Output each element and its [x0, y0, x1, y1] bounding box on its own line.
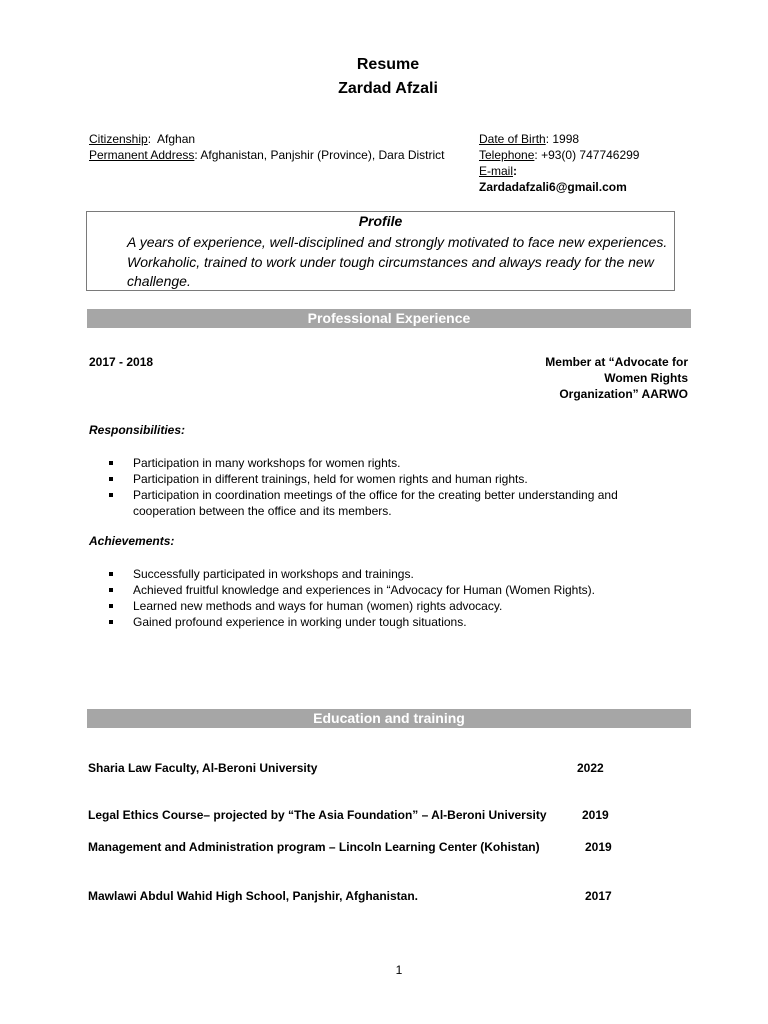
education-item-year: 2019	[585, 840, 612, 854]
education-section-header: Education and training	[87, 709, 691, 728]
education-item-year: 2019	[582, 808, 609, 822]
profile-box	[86, 211, 675, 291]
resume-title: Resume	[356, 56, 420, 73]
list-item: Participation in coordination meetings of the office for the creating better understanding and cooperation between the office and its members.	[88, 487, 648, 519]
profile-text: A years of experience, well-disciplined and strongly motivated to face new experiences. Workaholic, trained to work under tough circumstances and always ready for the new challenge.	[127, 234, 668, 289]
citizenship-label: Citizenship	[89, 132, 148, 146]
list-item: Participation in different trainings, held for women rights and human rights.	[88, 471, 648, 487]
experience-section-header: Professional Experience	[87, 309, 691, 328]
profile-heading: Profile	[358, 213, 403, 229]
telephone-line: Telephone: +93(0) 747746299	[479, 148, 640, 162]
address-line: Permanent Address: Afghanistan, Panjshir (Province), Dara District	[89, 148, 445, 162]
email-value[interactable]: Zardadafzali6@gmail.com	[479, 180, 627, 194]
education-item-name: Mawlawi Abdul Wahid High School, Panjshir, Afghanistan.	[88, 889, 419, 903]
role-line-1: Member at “Advocate for	[545, 355, 688, 369]
citizenship-value: Afghan	[157, 132, 196, 146]
education-item-year: 2017	[585, 889, 612, 903]
citizenship-line: Citizenship: Afghan	[89, 132, 196, 146]
responsibilities-list	[88, 455, 648, 519]
dob-value: 1998	[552, 132, 580, 146]
list-item: Participation in many workshops for women rights.	[88, 455, 648, 471]
email-label: E-mail	[479, 164, 514, 178]
achievements-list	[88, 566, 648, 630]
dob-label: Date of Birth	[479, 132, 546, 146]
role-line-3: Organization” AARWO	[559, 387, 688, 401]
education-item-name: Legal Ethics Course– projected by “The Asia Foundation” – Al-Beroni University	[88, 808, 547, 822]
dob-line: Date of Birth: 1998	[479, 132, 580, 146]
experience-period: 2017 - 2018	[89, 355, 154, 369]
role-line-2: Women Rights	[604, 371, 688, 385]
address-label: Permanent Address	[89, 148, 195, 162]
address-value: Afghanistan, Panjshir (Province), Dara District	[200, 148, 445, 162]
email-label-line: E-mail:	[479, 164, 518, 178]
telephone-value: +93(0) 747746299	[541, 148, 640, 162]
telephone-label: Telephone	[479, 148, 535, 162]
list-item: Gained profound experience in working under tough situations.	[88, 614, 648, 630]
education-item-year: 2022	[577, 761, 604, 775]
achievements-heading: Achievements:	[89, 534, 175, 548]
list-item: Successfully participated in workshops and trainings.	[88, 566, 648, 582]
experience-role	[440, 354, 688, 402]
list-item: Learned new methods and ways for human (women) rights advocacy.	[88, 598, 648, 614]
list-item: Achieved fruitful knowledge and experiences in “Advocacy for Human (Women Rights).	[88, 582, 648, 598]
education-item-name: Sharia Law Faculty, Al-Beroni University	[88, 761, 318, 775]
person-name: Zardad Afzali	[338, 80, 438, 97]
page-number: 1	[395, 963, 403, 977]
responsibilities-heading: Responsibilities:	[89, 423, 186, 437]
education-item-name: Management and Administration program – Lincoln Learning Center (Kohistan)	[88, 840, 540, 854]
